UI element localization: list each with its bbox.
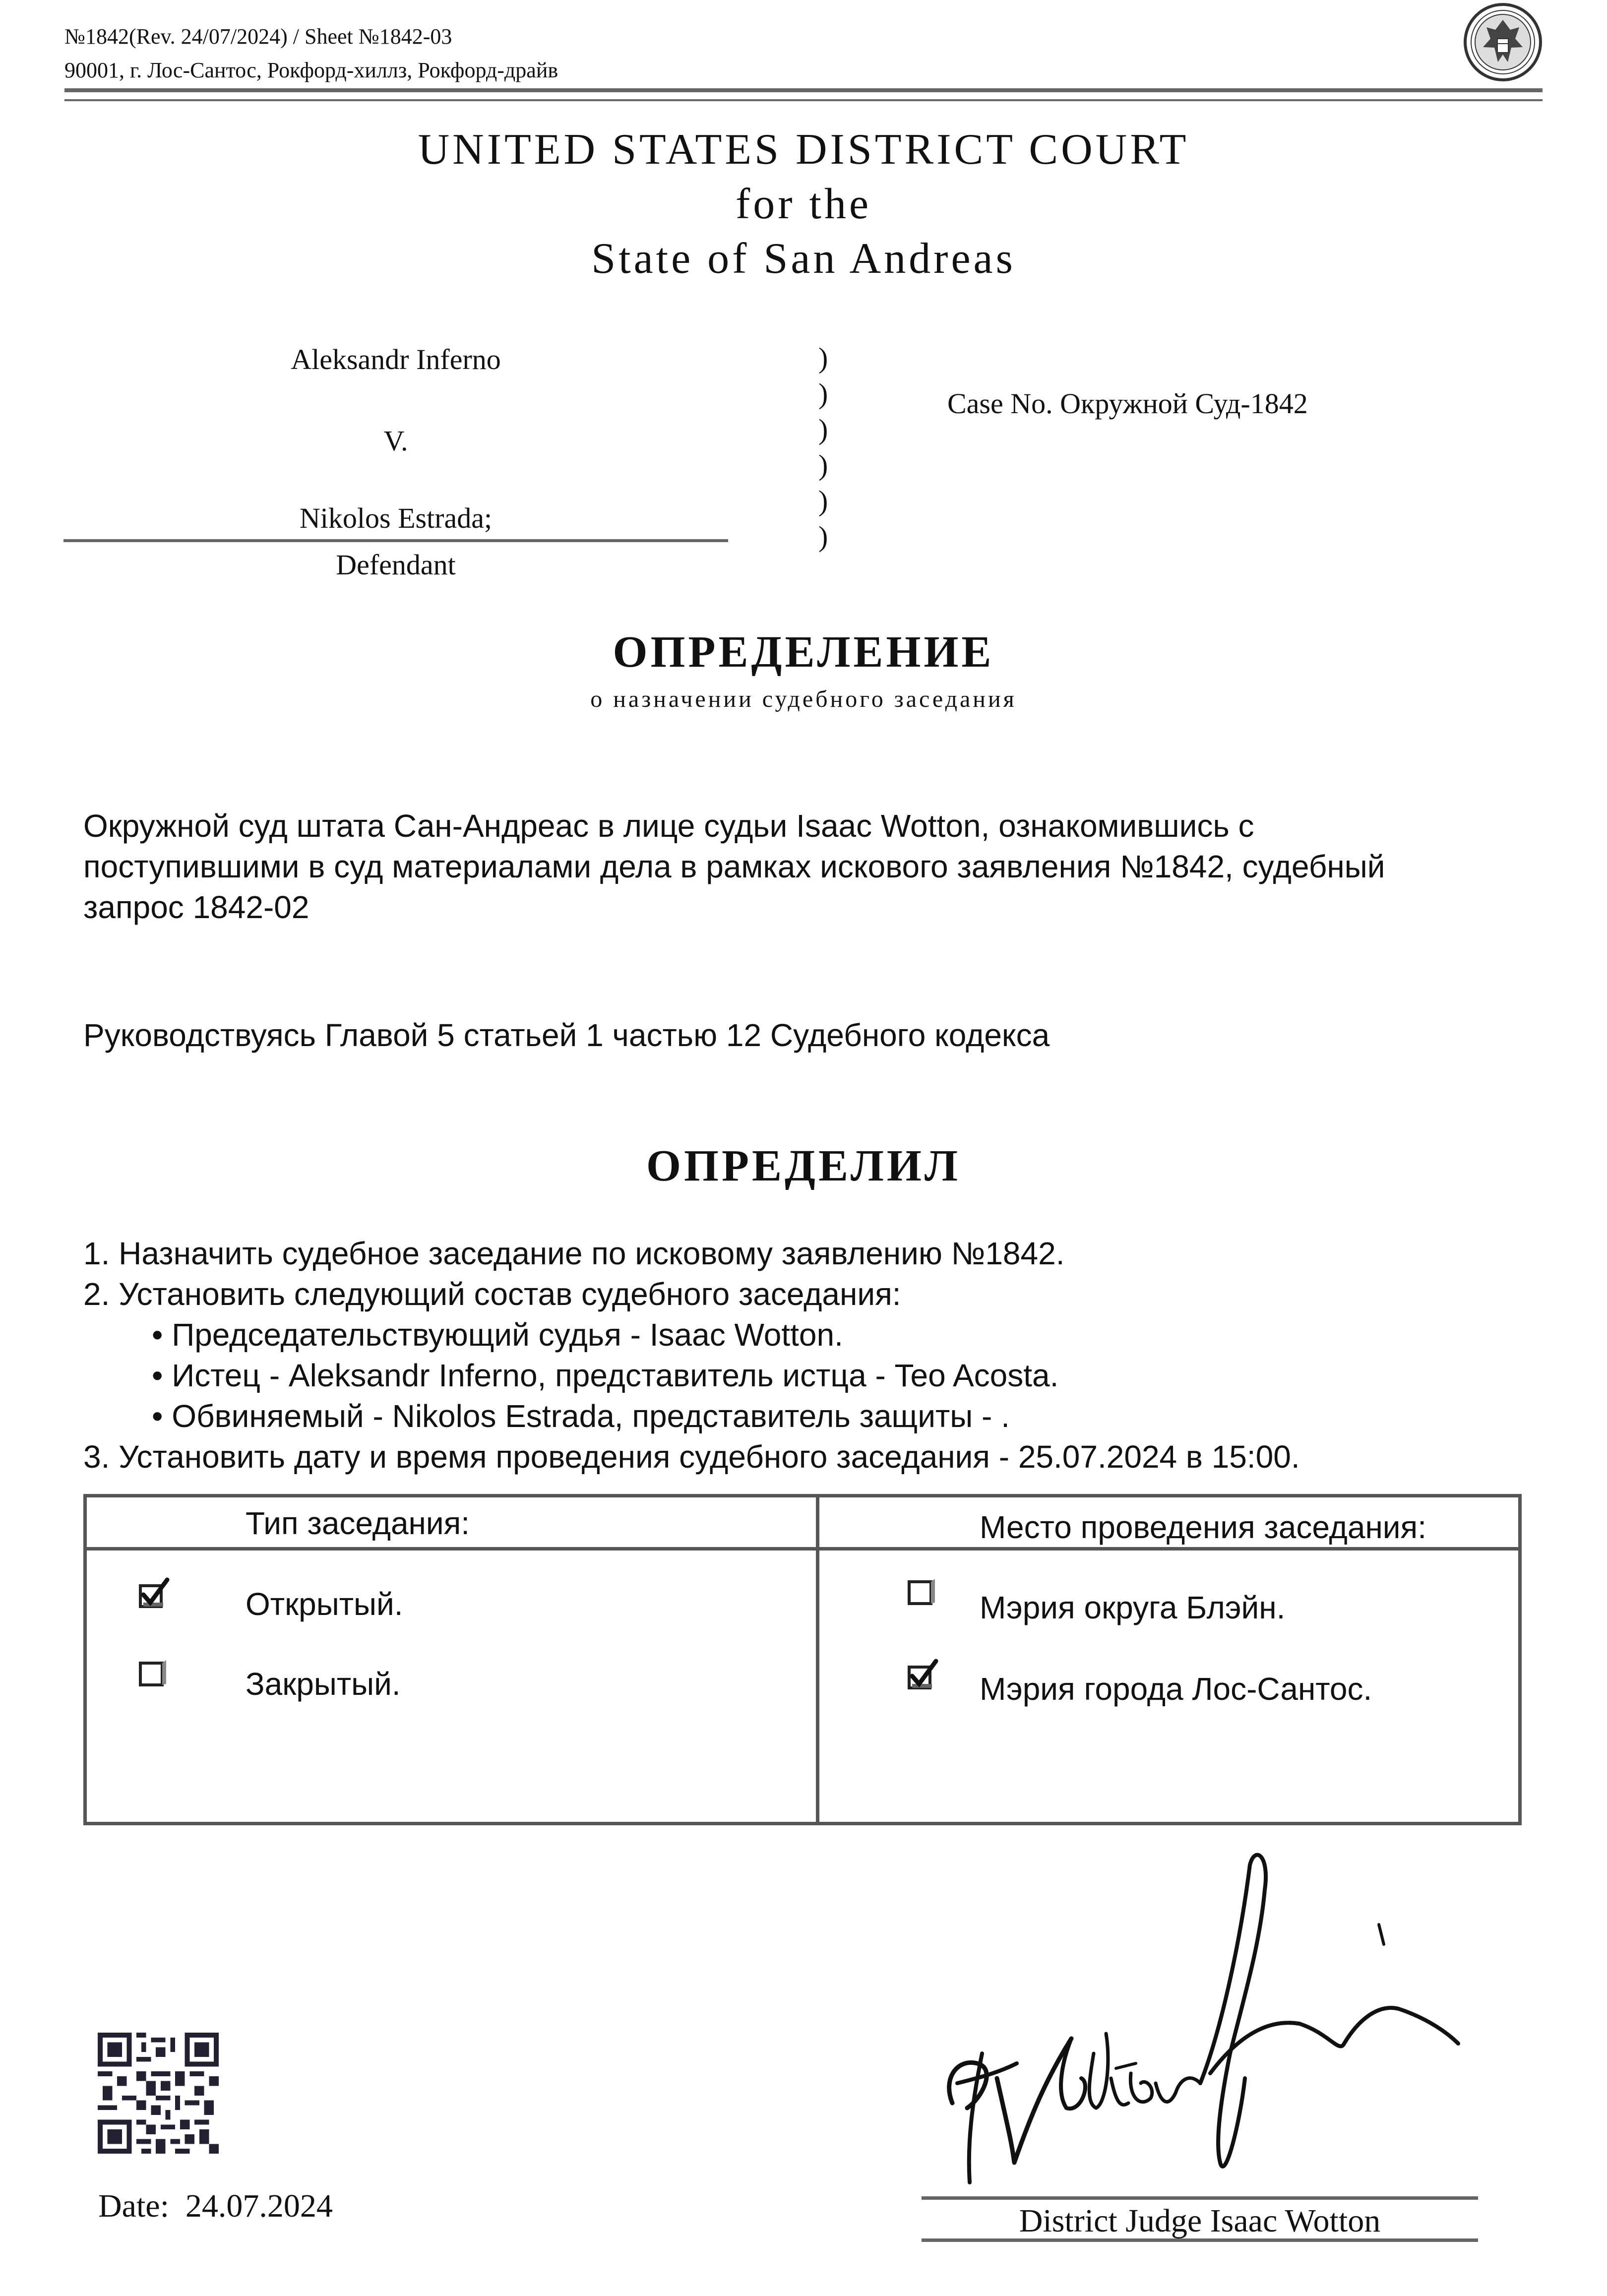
session-type-open: Открытый. — [246, 1586, 403, 1622]
list-item: 3. Установить дату и время проведения судебного заседания - 25.07.2024 в 15:00. — [83, 1439, 1300, 1475]
case-number: Case No. Окружной Суд-1842 — [947, 387, 1308, 420]
checkbox-unchecked-icon[interactable] — [136, 1656, 171, 1691]
qr-code-icon — [98, 2033, 219, 2154]
list-item: • Председательствующий судья - Isaac Wotton. — [152, 1317, 843, 1353]
defendant-label: Defendant — [336, 549, 456, 581]
list-item: • Истец - Aleksandr Inferno, представитель истца - Teo Acosta. — [152, 1358, 1059, 1393]
session-place-blaine: Мэрия округа Блэйн. — [980, 1590, 1286, 1625]
judge-underline — [922, 2238, 1478, 2242]
session-place-los-santos: Мэрия города Лос-Сантос. — [980, 1671, 1372, 1707]
checkbox-unchecked-icon[interactable] — [905, 1575, 940, 1610]
checkbox-checked-icon[interactable] — [136, 1577, 171, 1612]
case-parentheses: ) ) ) ) ) ) — [818, 342, 828, 553]
party-divider — [63, 539, 728, 542]
document-date: Date: 24.07.2024 — [98, 2188, 333, 2224]
plaintiff-name: Aleksandr Inferno — [291, 343, 501, 375]
legal-basis: Руководствуясь Главой 5 статьей 1 частью 12 Судебного кодекса — [83, 1017, 1050, 1053]
document-reference: №1842(Rev. 24/07/2024) / Sheet №1842-03 — [64, 24, 452, 49]
defendant-name: Nikolos Estrada; — [299, 502, 493, 534]
session-type-header: Тип заседания: — [246, 1505, 470, 1541]
session-place-header: Место проведения заседания: — [980, 1509, 1426, 1545]
intro-paragraph: Окружной суд штата Сан-Андреас в лице судьи Isaac Wotton, ознакомившись с поступившими в суд материалами дела в рамках искового заявления №1842, судебный запрос 1842-02 — [83, 808, 1385, 925]
judge-title: District Judge Isaac Wotton — [1019, 2203, 1381, 2239]
session-details-table — [83, 1494, 1522, 1825]
checkbox-checked-icon[interactable] — [905, 1658, 940, 1693]
court-state: State of San Andreas — [591, 235, 1016, 283]
header-rule-thick — [64, 88, 1543, 92]
document-subtitle: о назначении судебного заседания — [590, 686, 1017, 712]
signature-line — [922, 2196, 1478, 2200]
versus-label: V. — [383, 425, 408, 457]
court-name: UNITED STATES DISTRICT COURT — [418, 125, 1189, 174]
list-item: • Обвиняемый - Nikolos Estrada, представитель защиты - . — [152, 1398, 1010, 1434]
court-address: 90001, г. Лос-Сантос, Рокфорд-хиллз, Рокфорд-драйв — [64, 58, 558, 82]
decision-list — [83, 1233, 1300, 1477]
court-for-the: for the — [735, 180, 872, 228]
header-rule-thin — [64, 99, 1543, 101]
court-seal-icon — [1461, 0, 1545, 84]
judge-signature-icon — [923, 1845, 1478, 2192]
document-title: ОПРЕДЕЛЕНИЕ — [613, 627, 994, 677]
list-item: 2. Установить следующий состав судебного заседания: — [83, 1276, 901, 1312]
decision-title: ОПРЕДЕЛИЛ — [646, 1141, 961, 1190]
list-item: 1. Назначить судебное заседание по исковому заявлению №1842. — [83, 1236, 1065, 1271]
session-type-closed: Закрытый. — [246, 1666, 401, 1702]
